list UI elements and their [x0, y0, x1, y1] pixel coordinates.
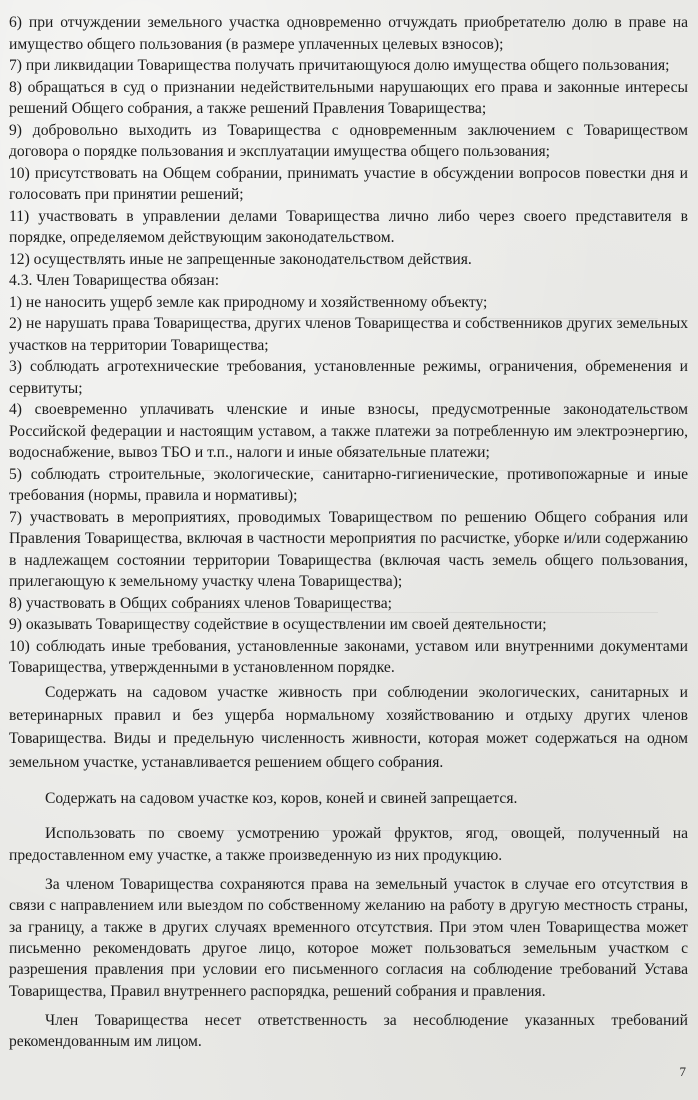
- duties-item-10: 10) соблюдать иные требования, установленные законами, уставом или внутренними документами Товарищества, утвержденными в установленном порядке.: [9, 637, 688, 676]
- livestock-paragraph: Содержать на садовом участке живность при соблюдении экологических, санитарных и ветеринарных правил и без ущерба нормальному хозяйствованию и отдыху других членов Товарищества. Виды и предельную численность живности, которая может содержаться на одном земельном участке, устанавливается решением общего собрания.: [9, 683, 688, 771]
- duties-item-5: 5) соблюдать строительные, экологические, санитарно-гигиенические, противопожарные и иные требования (нормы, правила и нормативы);: [9, 465, 688, 504]
- duties-item-1: 1) не наносить ущерб земле как природному и хозяйственному объекту;: [9, 293, 488, 311]
- livestock-prohibition: Содержать на садовом участке коз, коров, коней и свиней запрещается.: [45, 790, 518, 808]
- rights-item-8: 8) обращаться в суд о признании недействительными нарушающих его права и законные интересы решений Общего собрания, а также решений Правления Товарищества;: [9, 78, 688, 117]
- duties-item-9: 9) оказывать Товариществу содействие в осуществлении им своей деятельности;: [9, 616, 547, 633]
- rights-item-6: 6) при отчуждении земельного участка одновременно отчуждать приобретателю долю в праве на имущество общего пользования (в размере уплаченных целевых взносов);: [9, 14, 688, 53]
- document-body: [9, 12, 688, 1052]
- duties-item-2: 2) не нарушать права Товарищества, других членов Товарищества и собственников других земельных участков на территории Товарищества;: [9, 315, 688, 354]
- rights-item-10: 10) присутствовать на Общем собрании, принимать участие в обсуждении вопросов повестки дня и голосовать при принятии решений;: [9, 164, 688, 203]
- duties-item-4: 4) своевременно уплачивать членские и иные взносы, предусмотренные законодательством Российской федерации и настоящим уставом, а также платежи за потребленную им электроэнергию, водоснабжение, вывоз ТБО и т.п., налоги и иные обязательные платежи;: [9, 401, 688, 461]
- rights-item-12: 12) осуществлять иные не запрещенные законодательством действия.: [9, 250, 472, 268]
- duties-item-8: 8) участвовать в Общих собраниях членов Товарищества;: [9, 594, 392, 612]
- duties-item-7: 7) участвовать в мероприятиях, проводимых Товариществом по решению Общего собрания или Правления Товарищества, включая в частности мероприятия по расчистке, уборке и/или содержанию в надлежащем состоянии территории Товарищества (включая часть земель общего пользования, прилегающую к земельному участку члена Товарищества);: [9, 508, 688, 590]
- page-number: 7: [679, 1064, 686, 1079]
- rights-item-11: 11) участвовать в управлении делами Товарищества лично либо через своего представителя в порядке, определяемом действующим законодательством.: [9, 207, 688, 246]
- absence-rights-paragraph: За членом Товарищества сохраняются права на земельный участок в случае его отсутствия в связи с направлением или выездом по собственному желанию на работу в другую местность страны, за границу, а также в других случаях временного отсутствия. При этом член Товарищества может письменно рекомендовать другое лицо, которое может пользоваться земельным участком с разрешения правления при условии его письменного согласия на соблюдение требований Устава Товарищества, Правил внутреннего распорядка, решений собрания и правления.: [9, 876, 688, 1000]
- duties-item-3: 3) соблюдать агротехнические требования, установленные режимы, ограничения, обременения и сервитуты;: [9, 358, 688, 397]
- rights-item-9: 9) добровольно выходить из Товарищества с одновременным заключением с Товариществом договора о порядке пользования и эксплуатации имущества общего пользования;: [9, 121, 688, 160]
- section-heading: 4.3. Член Товарищества обязан:: [9, 272, 220, 289]
- responsibility-paragraph: Член Товарищества несет ответственность за несоблюдение указанных требований рекомендованным им лицом.: [9, 1011, 688, 1051]
- harvest-use-paragraph: Использовать по своему усмотрению урожай фруктов, ягод, овощей, полученный на предоставленном ему участке, а также произведенную из них продукцию.: [9, 825, 688, 864]
- rights-item-7: 7) при ликвидации Товарищества получать причитающуюся долю имущества общего пользования;: [9, 57, 670, 74]
